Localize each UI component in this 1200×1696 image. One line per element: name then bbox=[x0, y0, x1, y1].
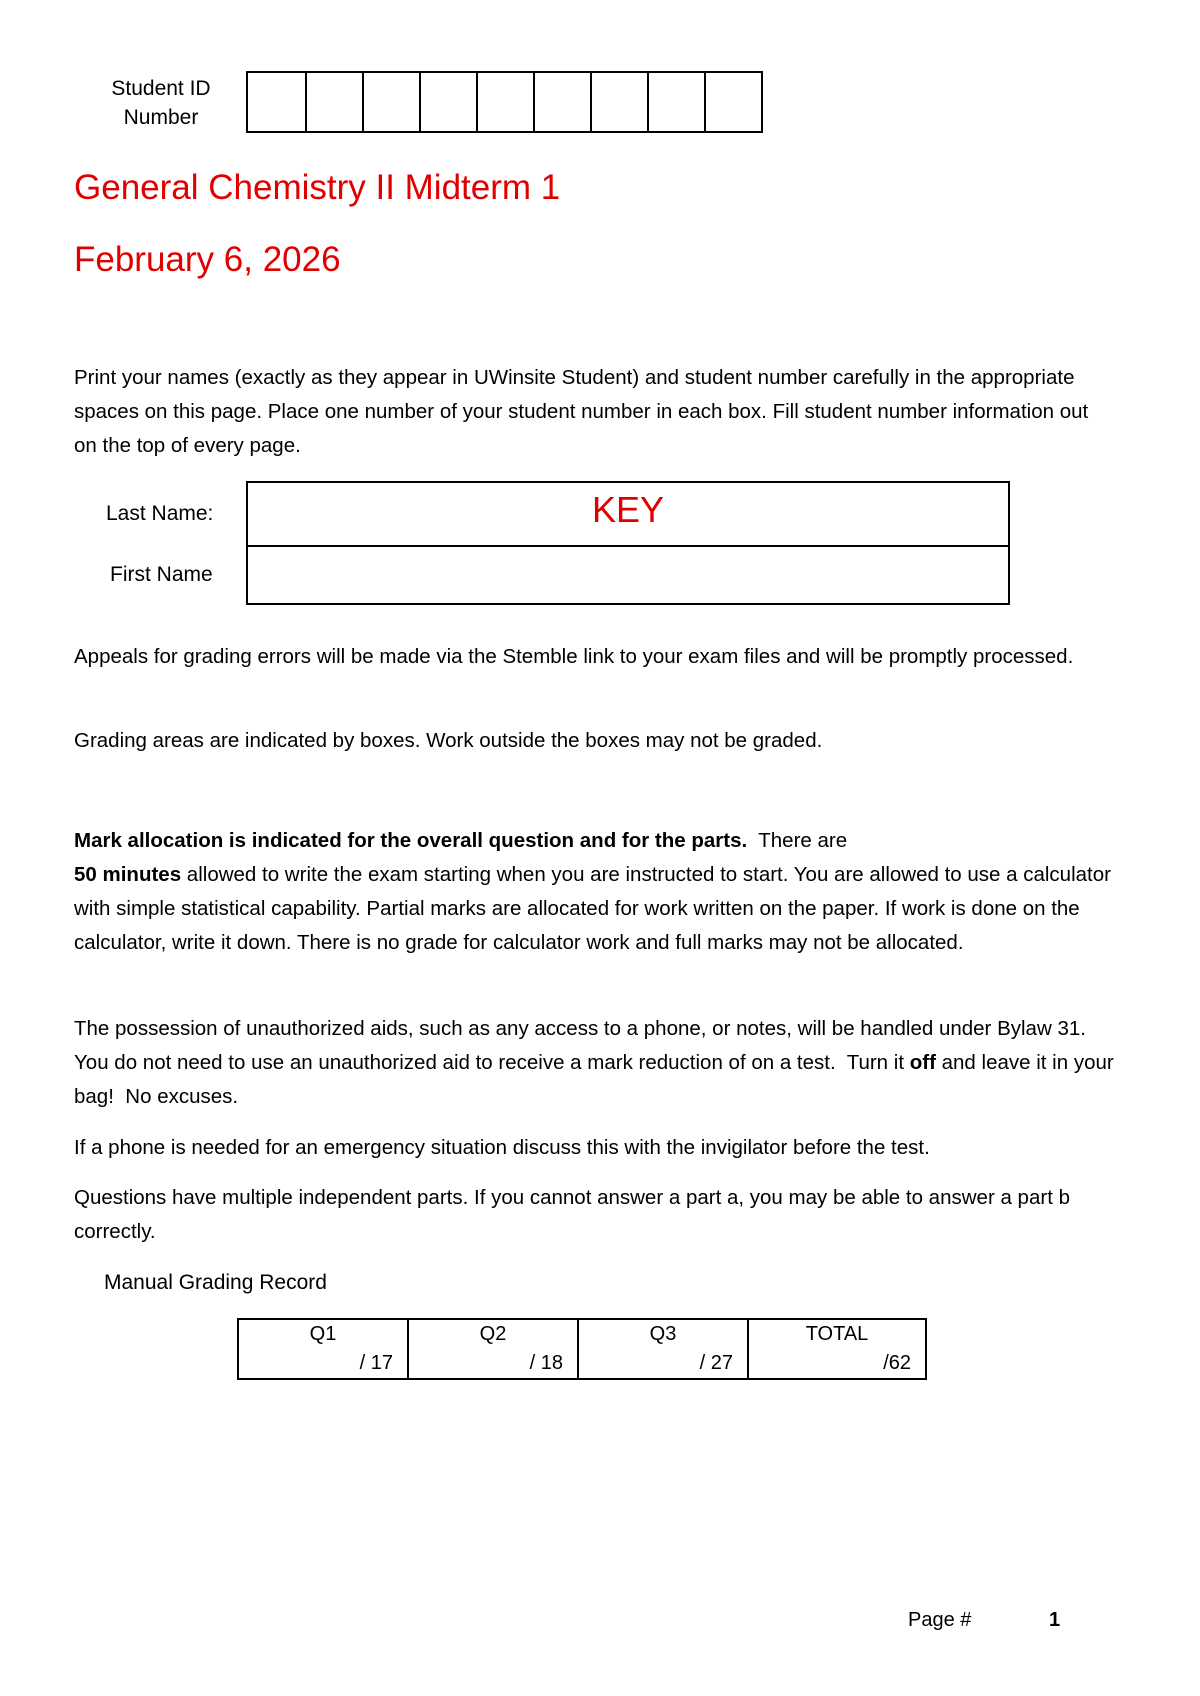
student-id-digit-box[interactable] bbox=[533, 73, 590, 131]
grade-value: / 27 bbox=[699, 1352, 733, 1374]
unauthorized-aids-note bbox=[74, 1012, 1120, 1114]
student-id-digit-box[interactable] bbox=[590, 73, 647, 131]
grade-head: Q3 bbox=[649, 1323, 677, 1345]
student-id-boxes bbox=[246, 71, 763, 133]
grade-value: / 17 bbox=[359, 1352, 393, 1374]
aids-text-2: and leave it in your bag! No excuses. bbox=[74, 1051, 1120, 1108]
mark-allocation-text-1: There are bbox=[747, 829, 853, 852]
student-id-digit-box[interactable] bbox=[704, 73, 761, 131]
page-number-label: Page # bbox=[908, 1609, 972, 1631]
grade-head: TOTAL bbox=[805, 1323, 869, 1345]
grade-cell-q3 bbox=[577, 1320, 747, 1378]
grade-head: Q1 bbox=[309, 1323, 337, 1345]
first-name-field[interactable] bbox=[248, 547, 1008, 603]
student-id-digit-box[interactable] bbox=[647, 73, 704, 131]
grade-value: / 18 bbox=[529, 1352, 563, 1374]
appeals-note: Appeals for grading errors will be made via the Stemble link to your exam files and will be promptly processed. bbox=[74, 645, 1074, 668]
print-names-instructions: Print your names (exactly as they appear in UWinsite Student) and student number carefully in the appropriate spaces on this page. Place one number of your student number in each box. Fill student number information out on the top of every page. bbox=[74, 366, 1089, 457]
mark-allocation-note bbox=[74, 824, 1114, 960]
grade-value: /62 bbox=[883, 1352, 911, 1374]
last-name-field[interactable] bbox=[248, 483, 1008, 547]
grading-record-table bbox=[237, 1318, 927, 1380]
student-id-digit-box[interactable] bbox=[248, 73, 305, 131]
minutes-bold: 50 minutes bbox=[74, 863, 182, 886]
name-form-box bbox=[246, 481, 1010, 605]
student-id-label-line1: Student ID bbox=[111, 77, 211, 100]
grade-cell-q1 bbox=[239, 1320, 407, 1378]
grade-cell-total bbox=[747, 1320, 925, 1378]
grading-areas-note: Grading areas are indicated by boxes. Work outside the boxes may not be graded. bbox=[74, 729, 823, 752]
mark-allocation-bold: Mark allocation is indicated for the overall question and for the parts. bbox=[74, 829, 748, 852]
first-name-label: First Name bbox=[110, 563, 213, 586]
student-id-digit-box[interactable] bbox=[476, 73, 533, 131]
page-number: 1 bbox=[1049, 1609, 1061, 1631]
grading-record-caption: Manual Grading Record bbox=[104, 1271, 327, 1294]
last-name-label: Last Name: bbox=[106, 502, 214, 525]
exam-title: General Chemistry II Midterm 1 bbox=[74, 168, 561, 207]
phone-note: If a phone is needed for an emergency situation discuss this with the invigilator before the test. bbox=[74, 1136, 930, 1159]
student-id-label bbox=[96, 74, 226, 132]
last-name-value: KEY bbox=[591, 489, 665, 530]
student-id-digit-box[interactable] bbox=[305, 73, 362, 131]
aids-text-1: The possession of unauthorized aids, such as any access to a phone, or notes, will be handled under Bylaw 31. You do not need to use an unauthorized aid to receive a mark reduction of on a test. Turn it bbox=[74, 1017, 1097, 1074]
questions-note: Questions have multiple independent parts. If you cannot answer a part a, you may be able to answer a part b correctly. bbox=[74, 1186, 1070, 1243]
aids-off-bold: off bbox=[909, 1051, 936, 1074]
student-id-digit-box[interactable] bbox=[419, 73, 476, 131]
student-id-label-line2: Number bbox=[123, 106, 199, 129]
mark-allocation-text-2: allowed to write the exam starting when you are instructed to start. You are allowed to use a calculator with simple statistical capability. Partial marks are allocated for work written on the paper. If work is done on the calculator, write it down. There is no grade for calculator work and full marks may not be allocated. bbox=[74, 863, 1111, 954]
grade-cell-q2 bbox=[407, 1320, 577, 1378]
student-id-digit-box[interactable] bbox=[362, 73, 419, 131]
grade-head: Q2 bbox=[479, 1323, 507, 1345]
exam-date: February 6, 2026 bbox=[74, 240, 341, 279]
